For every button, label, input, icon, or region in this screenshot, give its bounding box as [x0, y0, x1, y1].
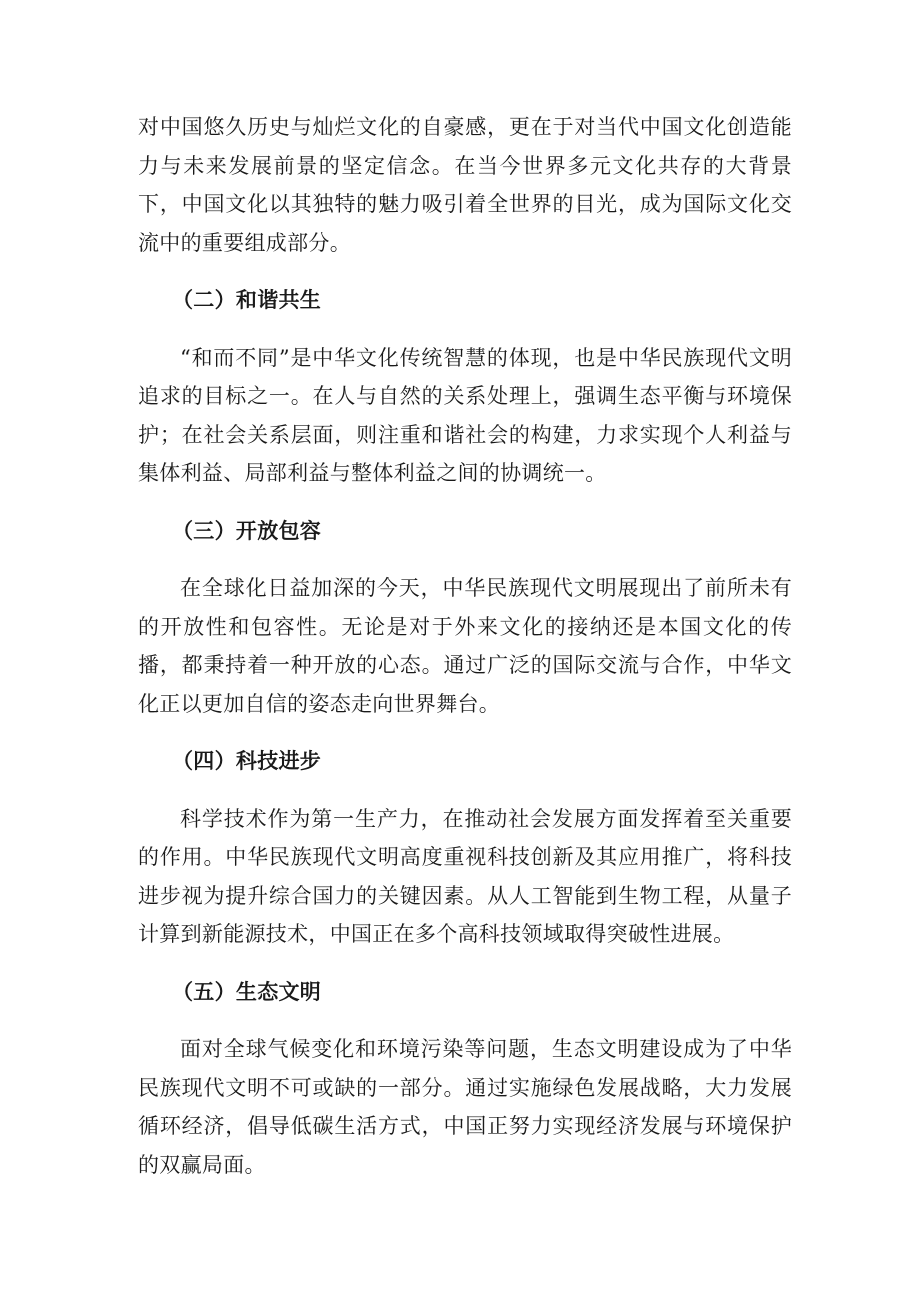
paragraph-ecology: 面对全球气候变化和环境污染等问题，生态文明建设成为了中华民族现代文明不可或缺的一部分。通过实施绿色发展战略，大力发展循环经济，倡导低碳生活方式，中国正努力实现经济发展与环境保护的双赢局面。	[138, 1037, 792, 1177]
paragraph-openness: 在全球化日益加深的今天，中华民族现代文明展现出了前所未有的开放性和包容性。无论是对于外来文化的接纳还是本国文化的传播，都秉持着一种开放的心态。通过广泛的国际交流与合作，中华文化正以更加自信的姿态走向世界舞台。	[138, 576, 792, 716]
spacer	[138, 493, 792, 512]
spacer	[138, 781, 792, 800]
spacer	[138, 320, 792, 339]
spacer	[138, 1011, 792, 1030]
paragraph-technology: 科学技术作为第一生产力，在推动社会发展方面发挥着至关重要的作用。中华民族现代文明高度重视科技创新及其应用推广，将科技进步视为提升综合国力的关键因素。从人工智能到生物工程，从量子计算到新能源技术，中国正在多个高科技领域取得突破性进展。	[138, 806, 792, 946]
section-heading-ecology: （五）生态文明	[172, 978, 322, 1004]
spacer	[138, 262, 792, 281]
spacer	[138, 550, 792, 569]
section-heading-harmony: （二）和谐共生	[172, 287, 322, 312]
paragraph-intro-continuation: 对中国悠久历史与灿烂文化的自豪感，更在于对当代中国文化创造能力与未来发展前景的坚定信念。在当今世界多元文化共存的大背景下，中国文化以其独特的魅力吸引着全世界的目光，成为国际文化交流中的重要组成部分。	[138, 115, 792, 255]
spacer	[138, 954, 792, 973]
paragraph-harmony: “和而不同”是中华文化传统智慧的体现，也是中华民族现代文明追求的目标之一。在人与自然的关系处理上，强调生态平衡与环境保护；在社会关系层面，则注重和谐社会的构建，力求实现个人利益与集体利益、局部利益与整体利益之间的协调统一。	[138, 345, 792, 485]
section-heading-technology: （四）科技进步	[172, 748, 322, 773]
spacer	[138, 723, 792, 742]
section-heading-openness: （三）开放包容	[172, 517, 322, 543]
